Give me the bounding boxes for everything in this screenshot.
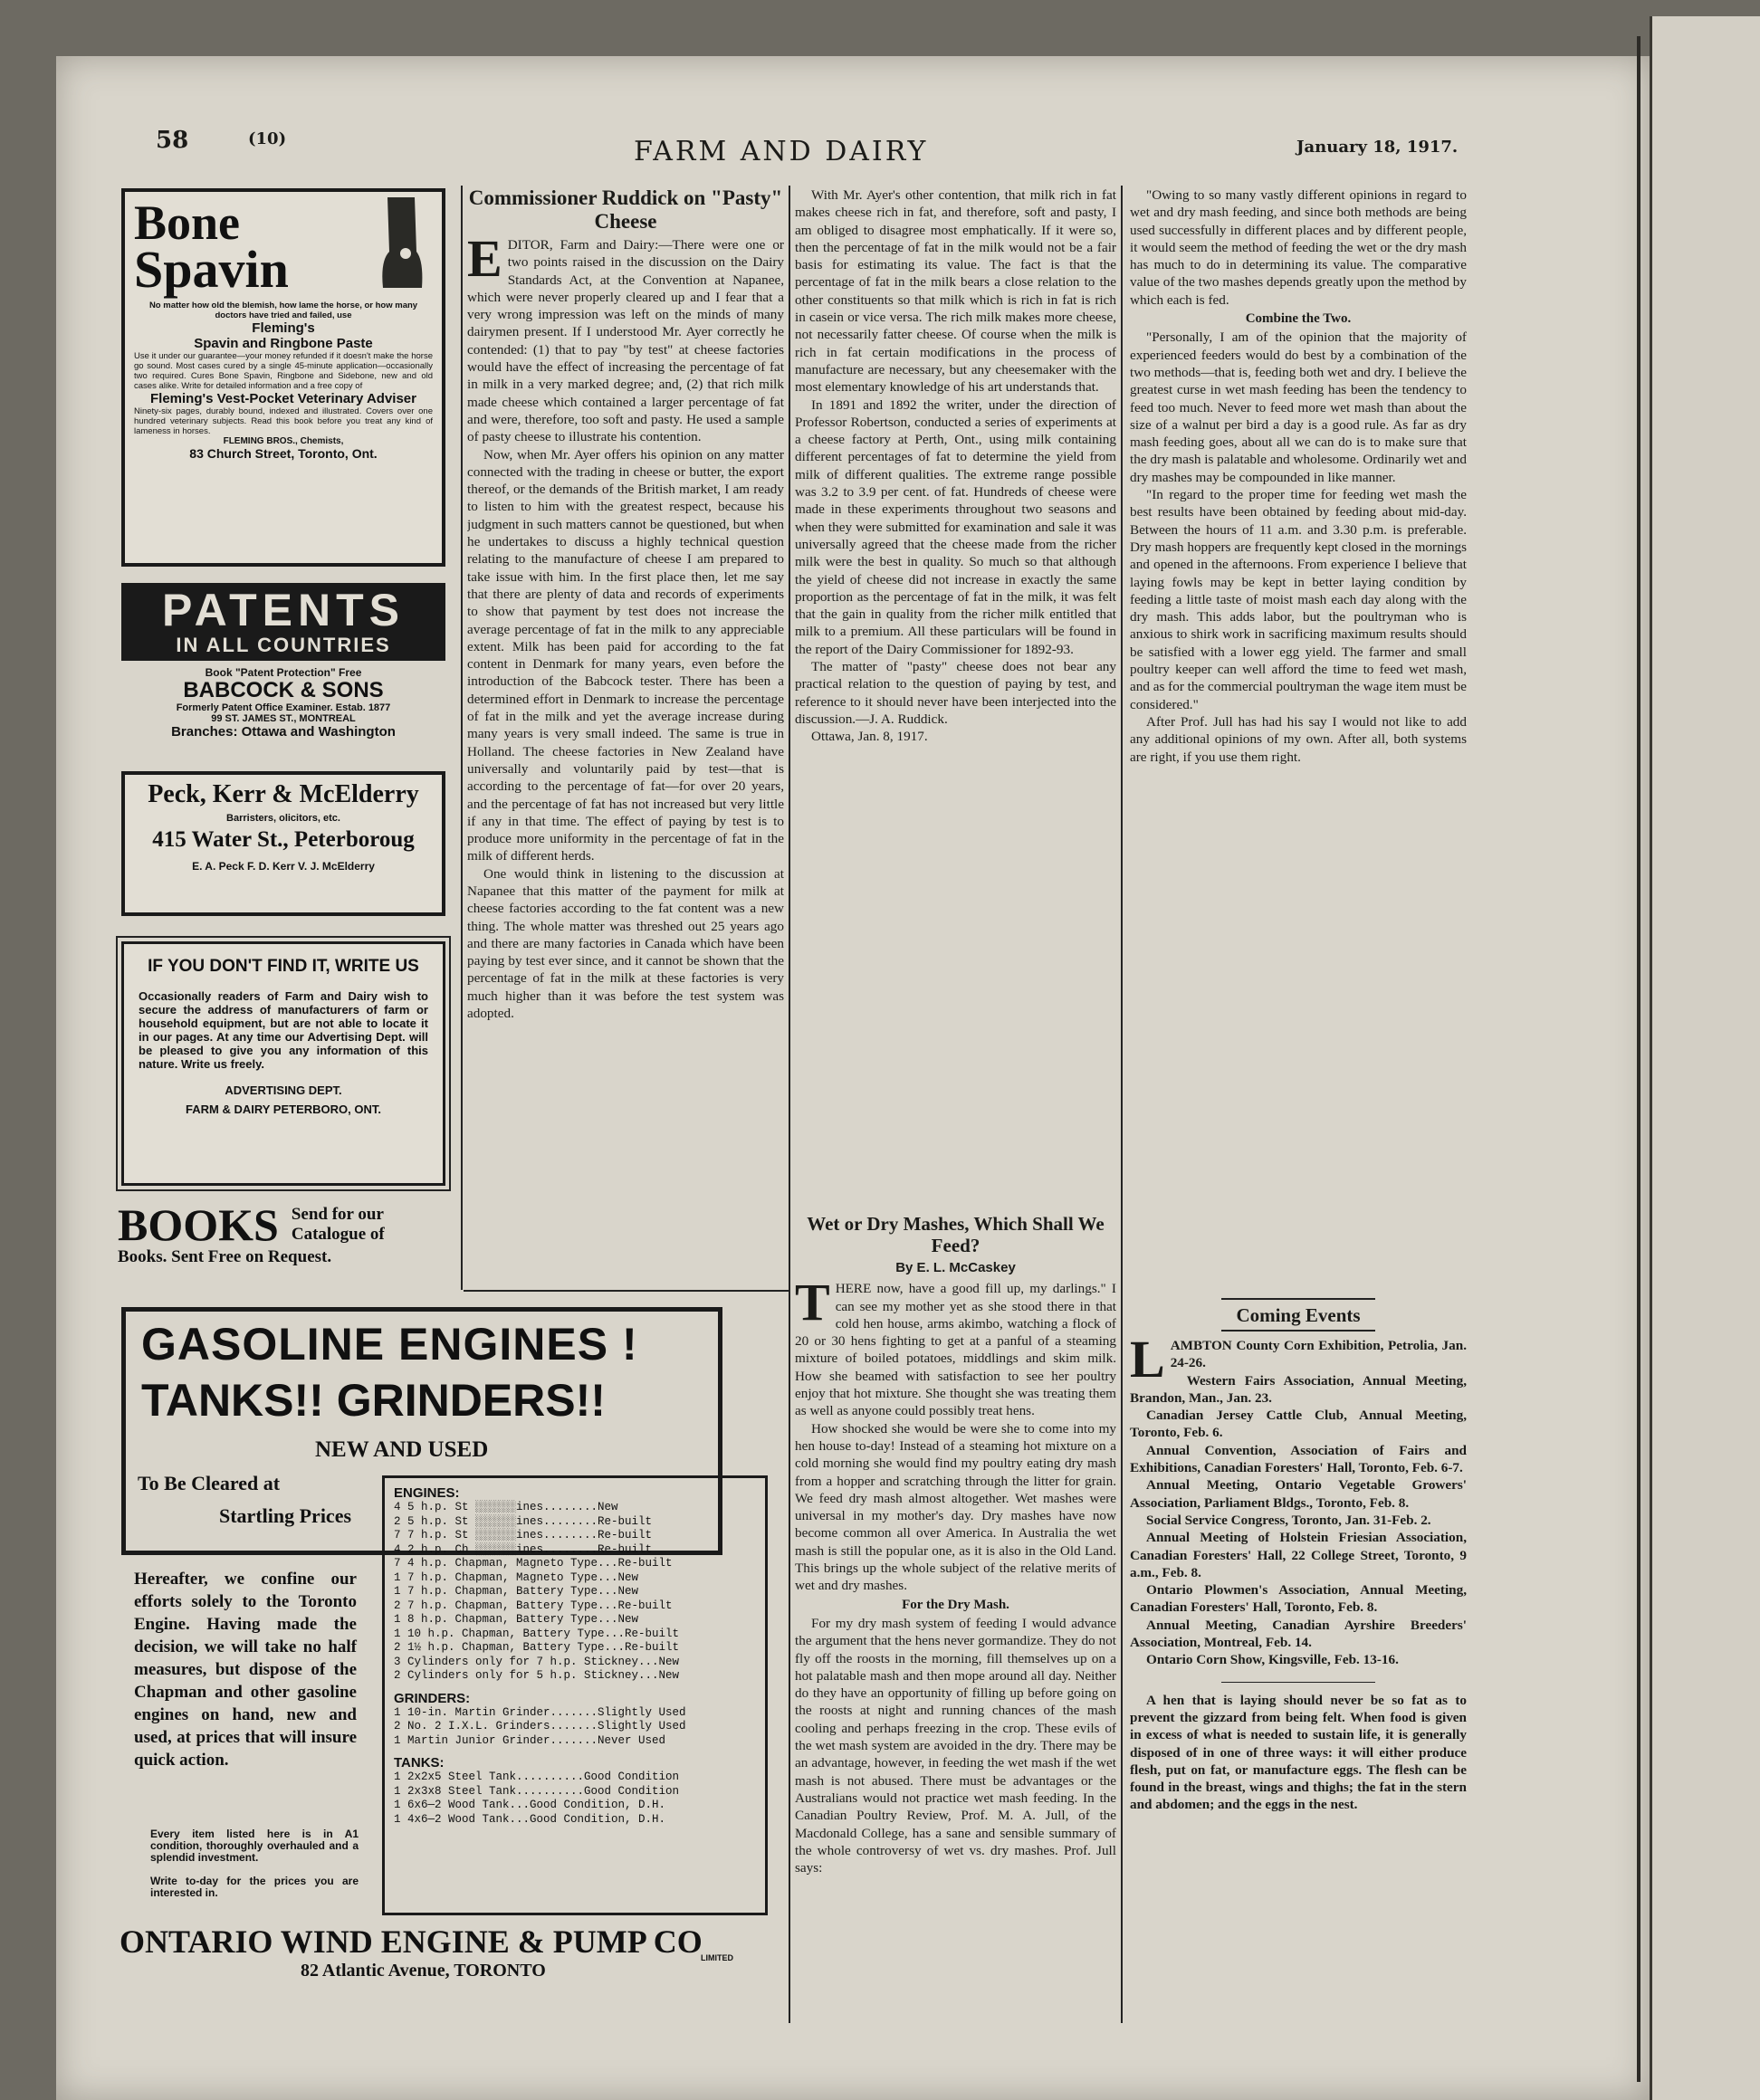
- event-item: Annual Meeting of Holstein Friesian Association, Canadian Foresters' Hall, 22 College Street, Toronto, 9 a.m., Feb. 8.: [1130, 1530, 1467, 1580]
- tank-item: 1 2x3x8 Steel Tank..........Good Condition: [394, 1784, 680, 1798]
- ad-signature: FARM & DAIRY PETERBORO, ONT.: [186, 1102, 381, 1116]
- ad-line: 99 ST. JAMES ST., MONTREAL: [211, 713, 356, 724]
- grinder-item: 2 No. 2 I.X.L. Grinders.......Slightly Used: [394, 1720, 686, 1732]
- article-title: Wet or Dry Mashes, Which Shall We Feed?: [807, 1213, 1105, 1256]
- event-item: Western Fairs Association, Annual Meeting, Brandon, Man., Jan. 23.: [1130, 1372, 1467, 1406]
- engine-item: 4 2 h.p. Ch ░░░░░░ines........Re-built: [394, 1542, 653, 1556]
- paragraph: After Prof. Jull has had his say I would not like to add any additional opinions of my own. After all, both systems are right, if you use them right.: [1130, 713, 1467, 765]
- section-title: Coming Events: [1236, 1304, 1361, 1326]
- engine-item: 1 7 h.p. Chapman, Magneto Type...New: [394, 1570, 639, 1584]
- ad-dept: ADVERTISING DEPT.: [225, 1083, 342, 1097]
- grinders-list: [394, 1706, 756, 1749]
- engine-item: 2 7 h.p. Chapman, Battery Type...Re-built: [394, 1599, 673, 1612]
- inventory-box: [382, 1475, 768, 1915]
- ad-title: Spavin: [134, 240, 289, 299]
- ad-title: TANKS!! GRINDERS!!: [141, 1375, 606, 1426]
- event-item: Canadian Jersey Cattle Club, Annual Meeting, Toronto, Feb. 6.: [1130, 1408, 1467, 1441]
- masthead-title: FARM AND DAIRY: [634, 136, 929, 167]
- ad-company: ONTARIO WIND ENGINE & PUMP CO: [120, 1923, 703, 1960]
- coming-events: [1130, 1298, 1467, 2022]
- ad-pitch: Write to-day for the prices you are interested in.: [150, 1875, 359, 1899]
- page-spine: [1637, 36, 1640, 2082]
- ad-names: E. A. Peck F. D. Kerr V. J. McElderry: [192, 860, 375, 873]
- page-number: 58: [156, 127, 189, 154]
- ad-body: Occasionally readers of Farm and Dairy wish to secure the address of manufacturers of farm or household equipment, but are not able to locate it in our pages. At any time our Advertising Dept. will be pleased to give you any information of this nature. Write us freely.: [139, 989, 428, 1071]
- ad-intro: No matter how old the blemish, how lame the horse, or how many doctors have tried and failed, use: [148, 301, 418, 320]
- ad-body: Use it under our guarantee—your money refunded if it doesn't make the horse go sound. Most cases cured by a single 45-minute application—occasionally two required. Cures Bone Spavin, Ringbone and Sidebone, new and old cases alike. Write for detailed information and a free copy of: [134, 351, 433, 391]
- column-rule: [789, 186, 790, 1290]
- article-ruddick-cont: [795, 186, 1116, 1198]
- ad-line: Startling Prices: [219, 1504, 352, 1527]
- ad-line: Send for our: [291, 1205, 384, 1224]
- event-item: Ontario Plowmen's Association, Annual Meeting, Canadian Foresters' Hall, Toronto, Feb. 8.: [1130, 1582, 1467, 1616]
- paragraph: In 1891 and 1892 the writer, under the direction of Professor Robertson, conducted a series of experiments at a cheese factory at Perth, Ont., using milk containing different percentages of fat to determine the yield from milk of different qualities. The extreme range possible was 3.2 to 3.9 per cent. of fat. Hundreds of cheese were made in these experiments throughout two seasons and when they were submitted for examination and sale it was universally agreed that the cheese made from the richer milk were the best in quality. So much so that although the yield of cheese did not increase in exactly the same proportion as the percentage of fat in the milk, it was felt that the gain in quality from the richer milk entitled that milk to a premium. All these particulars will be found in the report of the Dairy Commissioner for 1892-93.: [795, 396, 1116, 657]
- gasoline-engines-ad: [114, 1300, 773, 1988]
- engine-item: 1 10 h.p. Chapman, Battery Type...Re-built: [394, 1627, 680, 1640]
- ad-title: PATENTS: [162, 585, 405, 635]
- bone-spavin-ad: [121, 188, 445, 567]
- article-title: Commissioner Ruddick on "Pasty" Cheese: [468, 186, 783, 233]
- books-ad: [118, 1199, 445, 1280]
- event-item: Ontario Corn Show, Kingsville, Feb. 13-16.: [1146, 1652, 1399, 1668]
- paragraph: "Owing to so many vastly different opinions in regard to wet and dry mash feeding, and since both methods are being used successfully in different places and by different people, it would seem the method of feeding the wet or the dry mash has much to do in determining its value. The comparative value of the two mashes depends greatly upon the method by which each is fed.: [1130, 187, 1467, 308]
- ad-pitch: Hereafter, we confine our efforts solely to the Toronto Engine. Having made the decision, we will take no half measures, but dispose of the Chapman and other gasoline engines on hand, new and used, at prices that will insure quick action.: [134, 1570, 357, 1770]
- ad-limited: LIMITED: [701, 1953, 733, 1962]
- engine-item: 7 4 h.p. Chapman, Magneto Type...Re-built: [394, 1557, 673, 1570]
- events-list: [1130, 1372, 1467, 1669]
- ad-body: Ninety-six pages, durably bound, indexed and illustrated. Covers over one hundred veterinary subjects. Read this book before you treat any kind of lameness in horses.: [134, 406, 433, 436]
- ad-subtitle: IN ALL COUNTRIES: [176, 634, 391, 656]
- ad-maker: FLEMING BROS., Chemists,: [223, 436, 344, 446]
- column-rule: [1121, 186, 1123, 2023]
- column-rule: [789, 1290, 790, 2023]
- subheading: For the Dry Mash.: [902, 1597, 1009, 1612]
- drop-cap: T: [795, 1273, 830, 1332]
- event-item: Annual Meeting, Canadian Ayrshire Breeders' Association, Montreal, Feb. 14.: [1130, 1617, 1467, 1651]
- article-mashes-cont: [1130, 186, 1467, 1294]
- paragraph: "In regard to the proper time for feeding wet mash the best results have been obtained by feeding about mid-day. Between the hours of 11 a.m. and 3.30 p.m. is preferable. Dry mash hoppers are frequently kept closed in the mornings and opened in the afternoons. From experience I believe that laying fowls may be kept in better laying condition by feeding a little taste of moist mash each day along with the dry mash. This adds labor, but the poultryman who is anxious to shirk work in sacrificing maximum results should be satisfied with a lower egg yield. The farmer and small poultry keeper can well afford the time to feed wet mash, and as for the commercial poultryman the wage item must be considered.": [1130, 487, 1467, 712]
- paragraph: A hen that is laying should never be so fat as to prevent the gizzard from being felt. When food is given in excess of what is needed to sustain life, it is generally disposed of in one of three ways: it will either produce flesh, put on fat, or manufacture eggs. The flesh can be found in the breast, wings and thighs; the fat in the stern and abdomen; and the eggs in the nest.: [1130, 1692, 1467, 1813]
- ad-address: 415 Water St., Peterboroug: [152, 827, 415, 852]
- dateline: Ottawa, Jan. 8, 1917.: [811, 729, 928, 745]
- paragraph: With Mr. Ayer's other contention, that milk rich in fat makes cheese rich in fat, and therefore, soft and pasty, I am obliged to disagree most emphatically. If it were so, then the percentage of fat in the milk would not be a fair basis for estimating its value. The fact is that the percentage of fat in the milk bears a close relation to the other constituents so that milk which is rich in fat is rich in casein or vice versa. The rich milk makes more cheese, not necessarily fatter cheese. Of course when the milk is rich in fat certain modifications in the process of manufacture are necessary, but any cheesemaker with the most elementary knowledge of his art understands that.: [795, 187, 1116, 396]
- tank-item: 1 2x2x5 Steel Tank..........Good Condition: [394, 1771, 680, 1783]
- ad-title: Peck, Kerr & McElderry: [148, 780, 419, 808]
- ad-line: Branches: Ottawa and Washington: [171, 724, 396, 740]
- ad-book: Fleming's Vest-Pocket Veterinary Adviser: [150, 391, 416, 406]
- engine-item: 7 7 h.p. St ░░░░░░ines........Re-built: [394, 1529, 653, 1542]
- engine-item: 2 1½ h.p. Chapman, Battery Type...Re-built: [394, 1641, 680, 1654]
- byline: By E. L. McCaskey: [895, 1260, 1016, 1275]
- event-item: Social Service Congress, Toronto, Jan. 31-Feb. 2.: [1146, 1512, 1431, 1528]
- paragraph: Now, when Mr. Ayer offers his opinion on any matter connected with the trading in cheese or butter, the export thereof, or the demands of the British market, I am ready to listen to him with the greatest respect, because his judgment in such matters cannot be questioned, but when he undertakes to discuss a highly technical question relating to the manufacture of cheese I am prepared to take issue with him. In the first place then, let me say that there are plenty of data and records of experiments to show that payment by test does not increase the average percentage of fat in the milk to any appreciable extent. Milk has been paid for according to the fat content in Denmark for many years, even before the introduction of the Babcock tester. There has been a determined effort in Denmark to increase the percentage of fat in the milk and yet the average increase during many years is very small indeed. The same is true in Holland. The cheese factories in New Zealand have universally and voluntarily paid by test—that is according to the percentage of fat—for over 20 years, and the percentage of fat has not increased but very little if any in that time. The effect of paying by test is to produce more uniformity in the percentage of fat in the milk of different herds.: [467, 446, 784, 864]
- ad-line: Catalogue of: [291, 1225, 385, 1244]
- drop-cap: L: [1130, 1330, 1165, 1389]
- ad-address: 82 Atlantic Avenue, TORONTO: [301, 1961, 546, 1981]
- write-us-ad: [121, 941, 445, 1186]
- drop-cap: E: [467, 229, 502, 288]
- subheading: Combine the Two.: [1245, 311, 1352, 327]
- ad-product: Spavin and Ringbone Paste: [194, 336, 373, 351]
- ad-subtitle: NEW AND USED: [315, 1437, 489, 1462]
- ad-firm: BABCOCK & SONS: [183, 678, 384, 702]
- ad-line: Book "Patent Protection" Free: [205, 666, 362, 679]
- grinder-item: 1 10-in. Martin Grinder.......Slightly Used: [394, 1705, 686, 1719]
- ad-pitch: Every item listed here is in A1 condition, thoroughly overhauled and a splendid investment.: [150, 1828, 359, 1864]
- facing-page-edge: [1650, 16, 1760, 2100]
- ad-line: To Be Cleared at: [138, 1472, 281, 1494]
- ad-product: Fleming's: [252, 320, 315, 336]
- section-rule: [464, 1290, 789, 1292]
- ad-address: 83 Church Street, Toronto, Ont.: [189, 446, 378, 461]
- engine-item: 2 Cylinders only for 5 h.p. Stickney...New: [394, 1669, 680, 1682]
- issue-date: January 18, 1917.: [1296, 138, 1459, 157]
- patents-ad: [121, 583, 445, 764]
- tank-item: 1 6x6—2 Wood Tank...Good Condition, D.H.: [394, 1799, 666, 1811]
- inventory-heading: GRINDERS:: [394, 1690, 471, 1706]
- page-subnumber: (10): [248, 129, 287, 148]
- ad-title: GASOLINE ENGINES !: [141, 1319, 638, 1370]
- tank-item: 1 4x6—2 Wood Tank...Good Condition, D.H.: [394, 1812, 666, 1826]
- ad-title: Bone: [134, 196, 241, 250]
- ad-line: Books. Sent Free on Request.: [118, 1247, 332, 1266]
- event-item: Annual Meeting, Ontario Vegetable Growers' Association, Parliament Bldgs., Toronto, Feb. 8.: [1130, 1477, 1467, 1511]
- column-rule: [461, 186, 463, 1290]
- engines-list: [394, 1501, 756, 1684]
- grinder-item: 1 Martin Junior Grinder.......Never Used: [394, 1733, 666, 1747]
- engine-item: 1 7 h.p. Chapman, Battery Type...New: [394, 1585, 639, 1598]
- horse-leg-icon: [369, 197, 433, 297]
- ad-title: IF YOU DON'T FIND IT, WRITE US: [148, 957, 419, 976]
- article-ruddick: [467, 186, 784, 1285]
- paragraph: HERE now, have a good fill up, my darlings." I can see my mother yet as she stood there in that cold hen house, arms akimbo, watching a flock of 20 or 30 hens fighting to get at a panful of a steaming mixture of boiled potatoes, middlings and skim milk. How she beamed with satisfaction to see her poultry enjoy that hot mixture. She thought she was treating them as well as anyone could possibly treat hens.: [795, 1281, 1116, 1419]
- paragraph: For my dry mash system of feeding I would advance the argument that the hens never gormandize. They do not fly off the roosts in the morning, fill themselves up on a hot palatable mash and then mope around all day. Neither do they have an opportunity of filling up before going on the roosts at night and running chances of the mash cooling and perhaps freezing in the crop. These evils of the wet mash system are avoided in the dry. There may be an advantage, however, in feeding the wet mash if the wet mash is not abused. There must be advantages or the Australians would not practice wet mash feeding. In the Canadian Poultry Review, Prof. M. A. Jull, of the Macdonald College, has a sane and sensible summary of the whole controversy of wet vs. dry mashes. Prof. Jull says:: [795, 1615, 1116, 1876]
- engine-item: 1 8 h.p. Chapman, Battery Type...New: [394, 1613, 639, 1626]
- tanks-list: [394, 1771, 756, 1827]
- event-item: AMBTON County Corn Exhibition, Petrolia, Jan. 24-26.: [1170, 1338, 1467, 1371]
- event-item: Annual Convention, Association of Fairs and Exhibitions, Canadian Foresters' Hall, Toronto, Feb. 6-7.: [1130, 1442, 1467, 1476]
- paragraph: "Personally, I am of the opinion that the majority of experienced feeders would do best by a combination of the two methods—that is, feeding both wet and dry. I believe the greatest curse in wet mash feeding has been the tendency to feed too much. Never to feed more wet mash than about the size of a walnut per bird a day is a good rule. As far as dry mash feeding goes, about all we can do is to make sure that the dry mash is palatable and wholesome. Ordinarily wet and dry mashes may be compounded in like manner.: [1130, 329, 1467, 485]
- ad-line: Formerly Patent Office Examiner. Estab. 1877: [176, 702, 391, 713]
- paragraph: How shocked she would be were she to come into my hen house to-day! Instead of a steaming hot mixture on a cold morning she would find my poultry eating dry mash from a hopper and scratching through the litter for grain. We feed dry mash almost altogether. Wet mashes were universal in my mother's day. Dry mashes have now become common all over America. In Australia the wet mash is still the popular one, as it is also in the Old Land. This brings up the whole subject of the relative merits of wet and dry mashes.: [795, 1420, 1116, 1594]
- inventory-heading: TANKS:: [394, 1755, 445, 1771]
- ad-subtitle: Barristers, olicitors, etc.: [226, 813, 340, 824]
- paragraph: DITOR, Farm and Dairy:—There were one or two points raised in the discussion on the Dairy Standards Act, at the Convention at Napanee, which were never properly cleared up and I fear that a very wrong impression was left on the minds of many dairymen present. If I understood Mr. Ayer correctly he contended: (1) that to pay "by test" at cheese factories would have the effect of increasing the percentage of fat in milk in a very marked degree; and, (2) that rich milk made cheese which contained a larger percentage of fat and were, therefore, too soft and pasty. He used a sample of pasty cheese to illustrate his contention.: [467, 237, 784, 445]
- peck-kerr-ad: [121, 771, 445, 916]
- paragraph: The matter of "pasty" cheese does not bear any practical relation to the question of paying by test, and reference to it should never have been interjected into the discussion.—J. A. Ruddick.: [795, 659, 1116, 727]
- engine-item: 2 5 h.p. St ░░░░░░ines........Re-built: [394, 1514, 653, 1528]
- ad-title: BOOKS: [118, 1199, 279, 1250]
- article-mashes: [795, 1213, 1116, 2019]
- paragraph: One would think in listening to the discussion at Napanee that this matter of the payment for milk at cheese factories according to the fat content was a new thing. The whole matter was threshed out 25 years ago and there are many factories in Canada which have been paying by test ever since, and it cannot be shown that the percentage of fat in the milk at these factories is very much higher than it was before the test system was adopted.: [467, 865, 784, 1022]
- engine-item: 4 5 h.p. St ░░░░░░ines........New: [394, 1501, 618, 1513]
- engine-item: 3 Cylinders only for 7 h.p. Stickney...New: [394, 1655, 680, 1668]
- inventory-heading: ENGINES:: [394, 1485, 460, 1501]
